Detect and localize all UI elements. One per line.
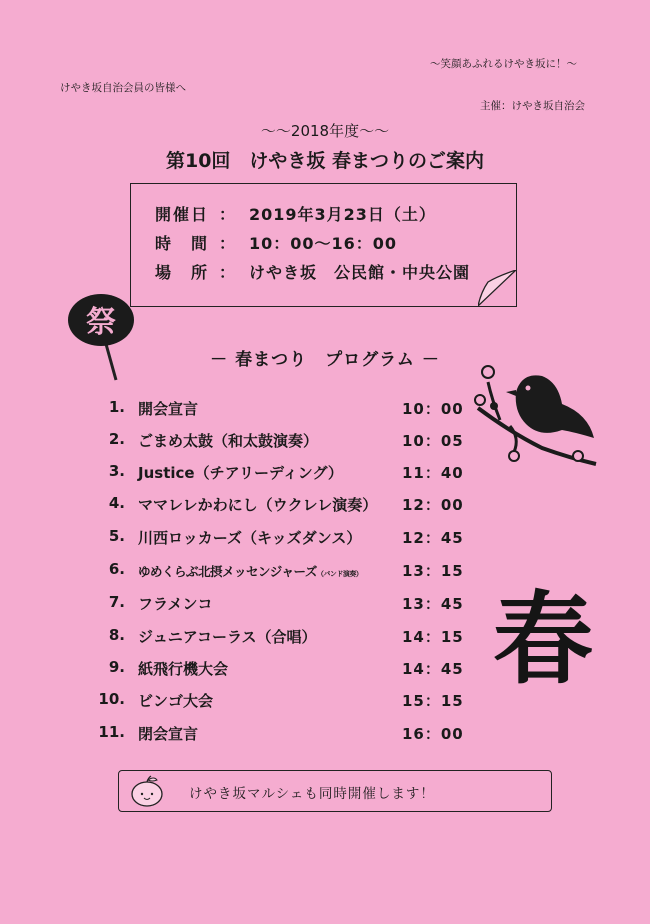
page-curl-icon (478, 270, 516, 306)
program-time: 13：45 (402, 595, 464, 613)
program-time: 13：15 (402, 562, 464, 580)
program-name: ママレレかわにし（ウクレレ演奏） (138, 496, 378, 514)
program-time: 12：45 (402, 529, 464, 547)
program-time: 15：15 (402, 692, 464, 710)
program-name: 開会宣言 (138, 400, 199, 418)
program-name: 閉会宣言 (138, 725, 199, 743)
addressee: けやき坂自治会員の皆様へ (60, 82, 186, 94)
program-time: 14：45 (402, 660, 464, 678)
program-number: 8. (108, 626, 125, 644)
program-number: 4. (108, 494, 125, 512)
time-row (155, 231, 397, 254)
program-number: 11. (98, 723, 125, 741)
place-value: けやき坂 公民館・中央公園 (249, 263, 471, 282)
program-name: ビンゴ大会 (138, 692, 214, 710)
program-number: 6. (108, 560, 125, 578)
program-number: 9. (108, 658, 125, 676)
program-name: Justice（チアリーディング） (138, 464, 343, 482)
program-title: － 春まつり プログラム － (210, 350, 440, 370)
program-name: フラメンコ (138, 595, 213, 613)
date-colon: ： (218, 205, 235, 224)
program-name-note: （バンド演奏） (316, 570, 363, 578)
date-value: 2019年3月23日（土） (249, 205, 436, 224)
program-name: 川西ロッカーズ（キッズダンス） (138, 529, 362, 547)
place-colon: ： (218, 263, 235, 282)
program-time: 10：00 (402, 400, 464, 418)
place-label: 場 所 (155, 263, 210, 282)
program-name: 紙飛行機大会 (138, 660, 229, 678)
program-number: 3. (108, 462, 125, 480)
program-time: 14：15 (402, 628, 464, 646)
program-number: 7. (108, 593, 125, 611)
marche-text: けやき坂マルシェも同時開催します！ (189, 786, 435, 802)
program-time: 16：00 (402, 725, 464, 743)
program-time: 12：00 (402, 496, 464, 514)
date-label: 開催日 (155, 205, 210, 224)
program-number: 1. (108, 398, 125, 416)
time-value: 10：00～16：00 (249, 234, 398, 253)
program-name (138, 562, 362, 580)
program-time: 11：40 (402, 464, 464, 482)
marche-notice (118, 770, 552, 812)
program-name: ジュニアコーラス（合唱） (138, 628, 317, 646)
date-row (155, 202, 436, 225)
year-heading: ～～2018年度～～ (260, 122, 390, 140)
program-name-main: ゆめくらぶ北摂メッセンジャーズ (138, 564, 317, 579)
organizer: 主催：けやき坂自治会 (480, 100, 585, 112)
program-number: 2. (108, 430, 125, 448)
event-info-box (130, 183, 517, 307)
spring-glyph: 春 (493, 580, 593, 688)
time-label: 時 間 (155, 234, 210, 253)
festival-glyph: 祭 (86, 305, 116, 340)
program-name: ごまめ太鼓（和太鼓演奏） (138, 432, 319, 450)
time-colon: ： (218, 234, 235, 253)
tagline: ～笑顔あふれるけやき坂に！～ (430, 58, 577, 70)
page-title: 第10回 けやき坂 春まつりのご案内 (165, 150, 485, 172)
program-time: 10：05 (402, 432, 464, 450)
program-number: 5. (108, 527, 125, 545)
apple-icon (127, 774, 167, 808)
place-row (155, 260, 470, 283)
program-number: 10. (98, 690, 125, 708)
spring-glyph-art (488, 578, 598, 688)
bird-icon (470, 360, 600, 470)
